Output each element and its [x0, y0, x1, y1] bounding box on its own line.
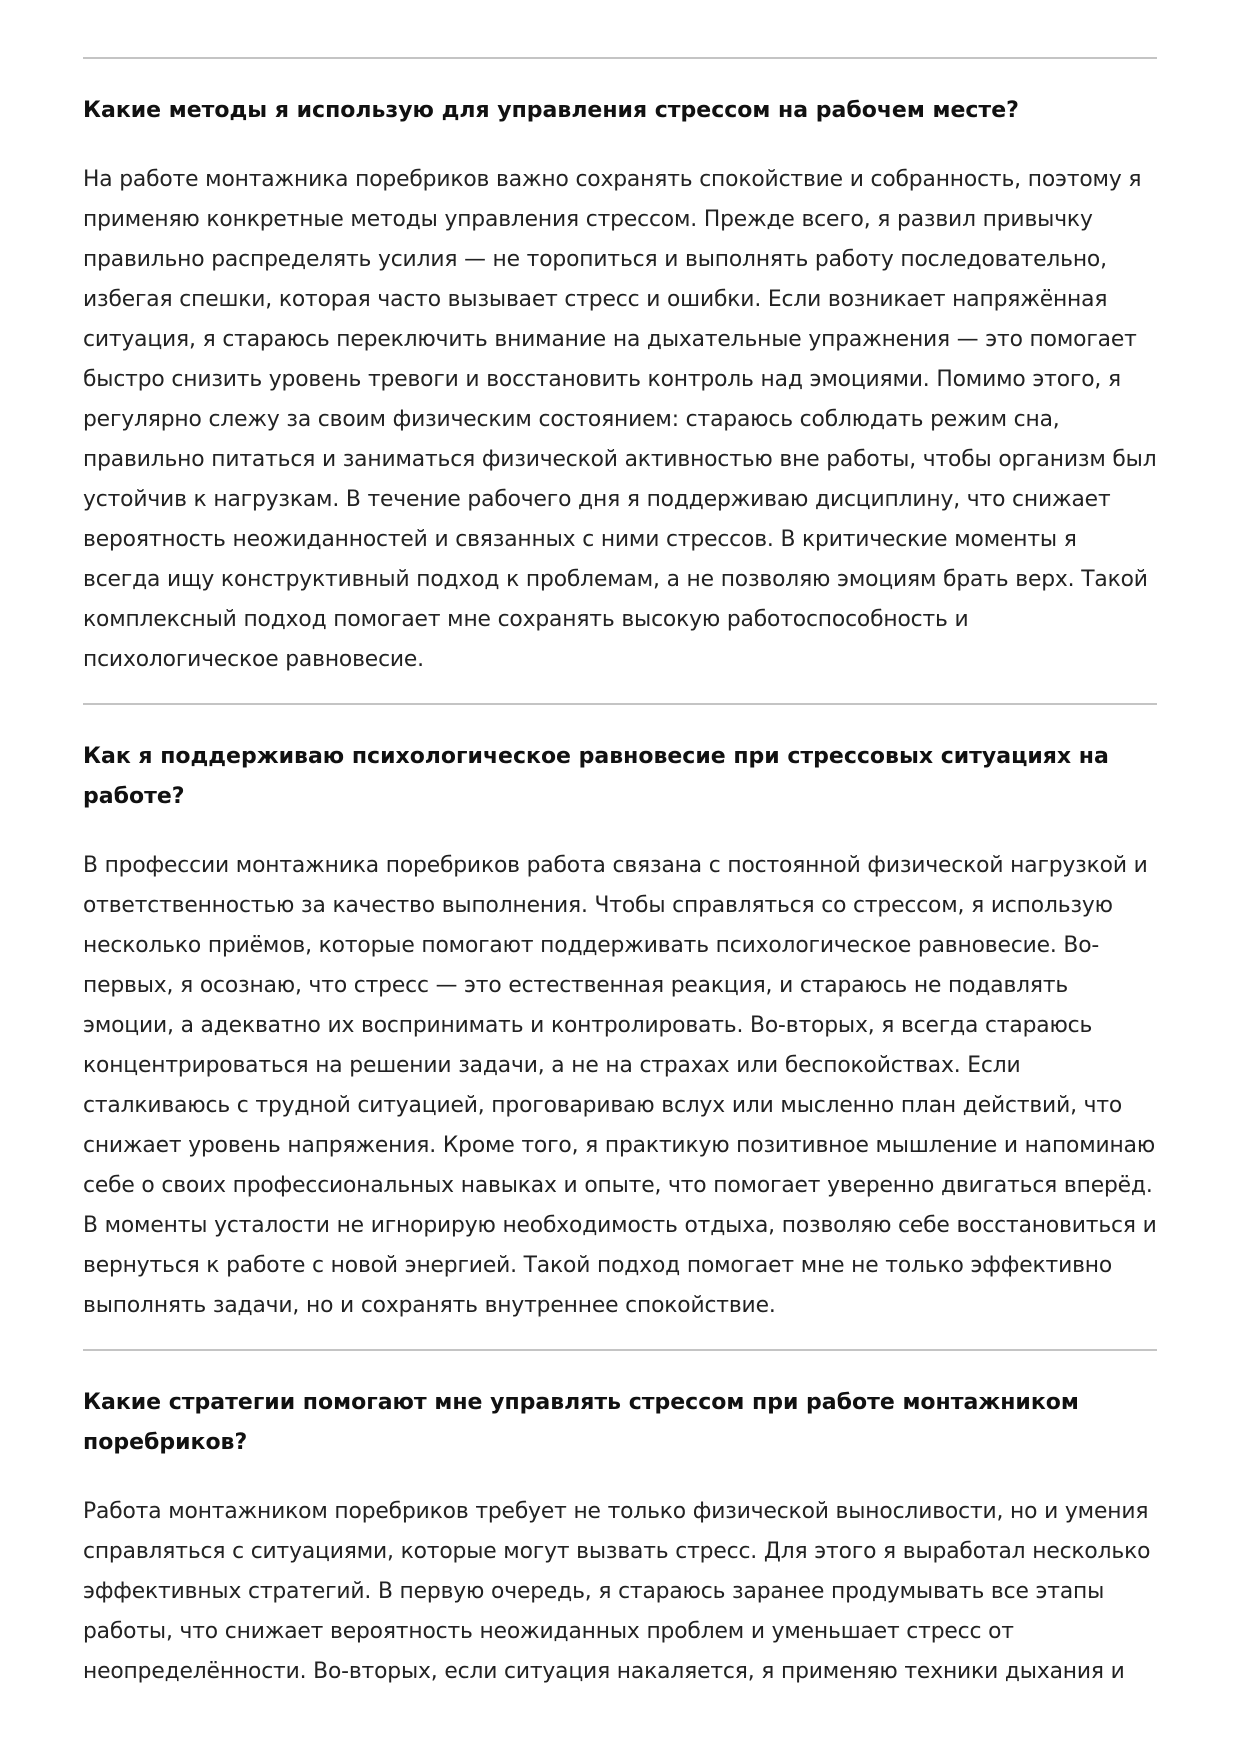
section-divider — [83, 1349, 1157, 1351]
document-page — [83, 0, 1157, 1692]
qa-section-3 — [83, 1383, 1157, 1692]
section-heading: Как я поддерживаю психологическое равновесие при стрессовых ситуациях на работе? — [83, 744, 1109, 809]
section-paragraph: Работа монтажником поребриков требует не только физической выносливости, но и умения справляться с ситуациями, которые могут вызвать стресс. Для этого я выработал несколько эффективных стратегий. В первую очередь, я стараюсь заранее продумывать все этапы работы, что снижает вероятность неожиданных проблем и уменьшает стресс от неопределённости. Во-вторых, если ситуация накаляется, я применяю техники дыхания и — [83, 1499, 1151, 1684]
qa-section-1 — [83, 91, 1157, 703]
section-paragraph: В профессии монтажника поребриков работа связана с постоянной физической нагрузкой и ответственностью за качество выполнения. Чтобы справляться со стрессом, я использую несколько приёмов, которые помогают поддерживать психологическое равновесие. Во-первых, я осознаю, что стресс — это естественная реакция, и стараюсь не подавлять эмоции, а адекватно их воспринимать и контролировать. Во-вторых, я всегда стараюсь концентрироваться на решении задачи, а не на страхах или беспокойствах. Если сталкиваюсь с трудной ситуацией, проговариваю вслух или мысленно план действий, что снижает уровень напряжения. Кроме того, я практикую позитивное мышление и напоминаю себе о своих профессиональных навыках и опыте, что помогает уверенно двигаться вперёд. В моменты усталости не игнорирую необходимость отдыха, позволяю себе восстановиться и вернуться к работе с новой энергией. Такой подход помогает мне не только эффективно выполнять задачи, но и сохранять внутреннее спокойствие. — [83, 853, 1157, 1318]
section-divider — [83, 57, 1157, 59]
qa-section-2 — [83, 737, 1157, 1349]
section-heading: Какие методы я использую для управления стрессом на рабочем месте? — [83, 98, 1019, 123]
section-heading: Какие стратегии помогают мне управлять стрессом при работе монтажником поребриков? — [83, 1390, 1079, 1455]
section-divider — [83, 703, 1157, 705]
section-paragraph: На работе монтажника поребриков важно сохранять спокойствие и собранность, поэтому я применяю конкретные методы управления стрессом. Прежде всего, я развил привычку правильно распределять усилия — не торопиться и выполнять работу последовательно, избегая спешки, которая часто вызывает стресс и ошибки. Если возникает напряжённая ситуация, я стараюсь переключить внимание на дыхательные упражнения — это помогает быстро снизить уровень тревоги и восстановить контроль над эмоциями. Помимо этого, я регулярно слежу за своим физическим состоянием: стараюсь соблюдать режим сна, правильно питаться и заниматься физической активностью вне работы, чтобы организм был устойчив к нагрузкам. В течение рабочего дня я поддерживаю дисциплину, что снижает вероятность неожиданностей и связанных с ними стрессов. В критические моменты я всегда ищу конструктивный подход к проблемам, а не позволяю эмоциям брать верх. Такой комплексный подход помогает мне сохранять высокую работоспособность и психологическое равновесие. — [83, 167, 1157, 672]
